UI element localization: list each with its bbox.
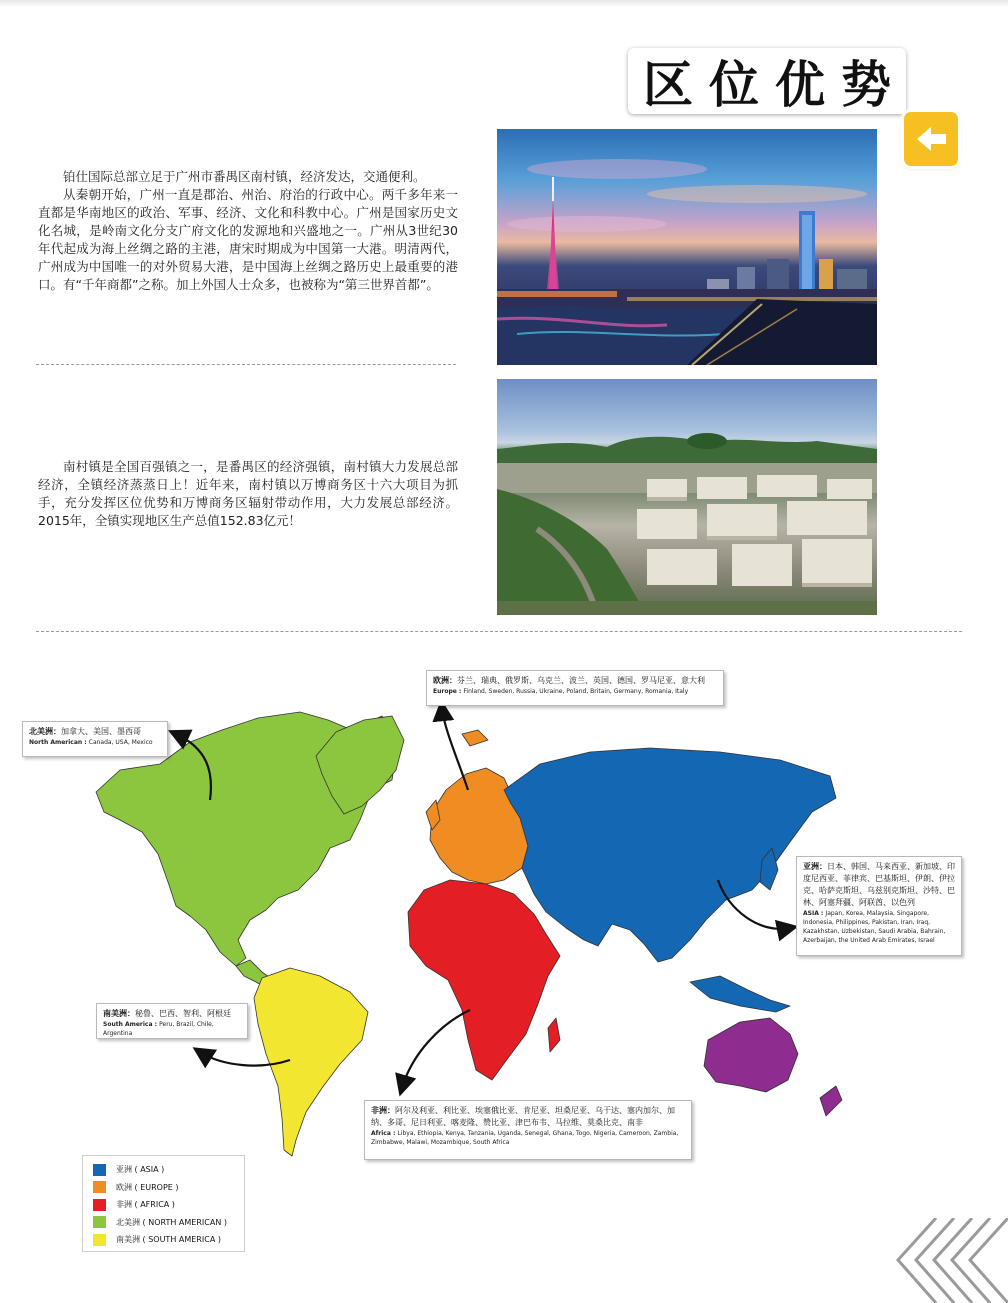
divider xyxy=(36,364,456,365)
nancun-text xyxy=(38,458,458,530)
europe-en-list: Finland, Sweden, Russia, Ukraine, Poland, Britain, Germany, Romania, Italy xyxy=(463,688,689,695)
africa-shape xyxy=(408,880,560,1080)
legend-swatch xyxy=(93,1234,106,1246)
title-char: 位 xyxy=(709,56,759,114)
north-america-en-list: Canada, USA, Mexico xyxy=(88,739,153,746)
callout-north-america xyxy=(22,721,168,757)
legend-label: 欧洲 ( EUROPE ) xyxy=(116,1182,179,1192)
legend-item xyxy=(93,1196,234,1214)
north-america-cn-title: 北美洲： xyxy=(29,727,61,736)
legend-swatch xyxy=(93,1199,106,1211)
title-char: 区 xyxy=(643,56,693,114)
intro-line: 从秦朝开始，广州一直是郡治、州治、府治的行政中心。两千多年来一直都是华南地区的政治、军事、经济、文化和科教中心。广州是国家历史文化名城，是岭南文化分支广府文化的发源地和兴盛地之一。广州从3世纪30年代起成为海上丝绸之路的主港，唐宋时期成为中国第一大港。明清两代，广州成为中国唯一的对外贸易大港，是中国海上丝绸之路历史上最重要的港口。有“千年商都”之称。加上外国人士众多，也被称为“第三世界首都”。 xyxy=(38,187,458,292)
title-char: 势 xyxy=(841,56,891,114)
legend-swatch xyxy=(93,1164,106,1176)
callout-asia xyxy=(796,856,962,956)
south-america-cn-list: 秘鲁、巴西、智利、阿根廷 xyxy=(135,1009,231,1018)
africa-en-list: Libya, Ethiopia, Kenya, Tanzania, Uganda, Senegal, Ghana, Togo, Nigeria, Cameroon, Zambia, Zimbabwe, Malawi, Mozambique, South Africa xyxy=(371,1130,679,1146)
back-button[interactable] xyxy=(904,112,958,166)
page-title xyxy=(628,48,906,114)
europe-cn-list: 芬兰、瑞典、俄罗斯、乌克兰、波兰、英国、德国、罗马尼亚、意大利 xyxy=(457,676,705,685)
legend-item xyxy=(93,1214,234,1232)
north-america-cn-list: 加拿大、美国、墨西哥 xyxy=(61,727,141,736)
callout-europe xyxy=(426,670,724,706)
legend-swatch xyxy=(93,1181,106,1193)
callout-south-america xyxy=(96,1003,248,1039)
legend-item xyxy=(93,1161,234,1179)
legend-label: 非洲 ( AFRICA ) xyxy=(116,1200,175,1210)
intro-text xyxy=(38,168,458,294)
guangzhou-skyline-photo xyxy=(497,129,877,365)
nancun-paragraph: 南村镇是全国百强镇之一，是番禺区的经济强镇，南村镇大力发展总部经济，全镇经济蒸蒸日上！近年来，南村镇以万博商务区十六大项目为抓手，充分发挥区位优势和万博商务区辐射带动作用，大力发展总部经济。2015年，全镇实现地区生产总值152.83亿元！ xyxy=(38,459,458,528)
intro-line: 铂仕国际总部立足于广州市番禺区南村镇，经济发达，交通便利。 xyxy=(63,169,426,184)
nancun-town-photo xyxy=(497,379,877,615)
legend-label: 北美洲 ( NORTH AMERICAN ) xyxy=(116,1217,227,1227)
top-strip xyxy=(0,0,1008,6)
arrow-africa xyxy=(402,1010,470,1088)
map-legend xyxy=(82,1155,245,1252)
australia-shape xyxy=(704,1018,798,1092)
legend-swatch xyxy=(93,1216,106,1228)
new-zealand-shape xyxy=(820,1086,842,1116)
africa-cn-title: 非洲： xyxy=(371,1106,395,1115)
asia-cn-title: 亚洲： xyxy=(803,862,827,871)
asia-en-list: Japan, Korea, Malaysia, Singapore, Indonesia, Philippines, Pakistan, Iran, Iraq, Kazakhstan, Uzbekistan, Saudi Arabia, Bahrain, Azerbaijan, the United Arab Emirates, Israel xyxy=(803,910,946,944)
sea-islands-shape xyxy=(690,976,790,1012)
arrow-europe xyxy=(442,708,468,790)
iceland-shape xyxy=(462,730,488,746)
title-char: 优 xyxy=(775,56,825,114)
legend-label: 南美洲 ( SOUTH AMERICA ) xyxy=(116,1235,221,1245)
legend-item xyxy=(93,1179,234,1197)
arrow-left-icon xyxy=(904,112,958,166)
madagascar-shape xyxy=(548,1018,560,1052)
callout-africa xyxy=(364,1100,692,1160)
africa-en-title: Africa : xyxy=(371,1130,398,1137)
south-america-en-list: Peru, Brazil, Chile, Argentina xyxy=(103,1021,214,1037)
chevron-decoration-icon xyxy=(896,1218,1008,1303)
south-america-en-title: South America : xyxy=(103,1021,160,1028)
europe-cn-title: 欧洲： xyxy=(433,676,457,685)
europe-en-title: Europe : xyxy=(433,688,464,695)
north-america-en-title: North American : xyxy=(29,739,89,746)
divider xyxy=(36,631,962,632)
africa-cn-list: 阿尔及利亚、利比亚、埃塞俄比亚、肯尼亚、坦桑尼亚、乌干达、塞内加尔、加纳、多哥、尼日利亚、喀麦隆、赞比亚、津巴布韦、马拉维、莫桑比克、南非 xyxy=(371,1106,675,1127)
legend-item xyxy=(93,1231,234,1249)
asia-cn-list: 日本、韩国、马来西亚、新加坡、印度尼西亚、菲律宾、巴基斯坦、伊朗、伊拉克、哈萨克斯坦、乌兹别克斯坦、沙特、巴林、阿塞拜疆、阿联酋、以色列 xyxy=(803,862,955,907)
asia-shape xyxy=(504,748,836,962)
asia-en-title: ASIA : xyxy=(803,910,826,917)
south-america-shape xyxy=(254,968,368,1156)
legend-label: 亚洲 ( ASIA ) xyxy=(116,1165,165,1175)
south-america-cn-title: 南美洲： xyxy=(103,1009,135,1018)
